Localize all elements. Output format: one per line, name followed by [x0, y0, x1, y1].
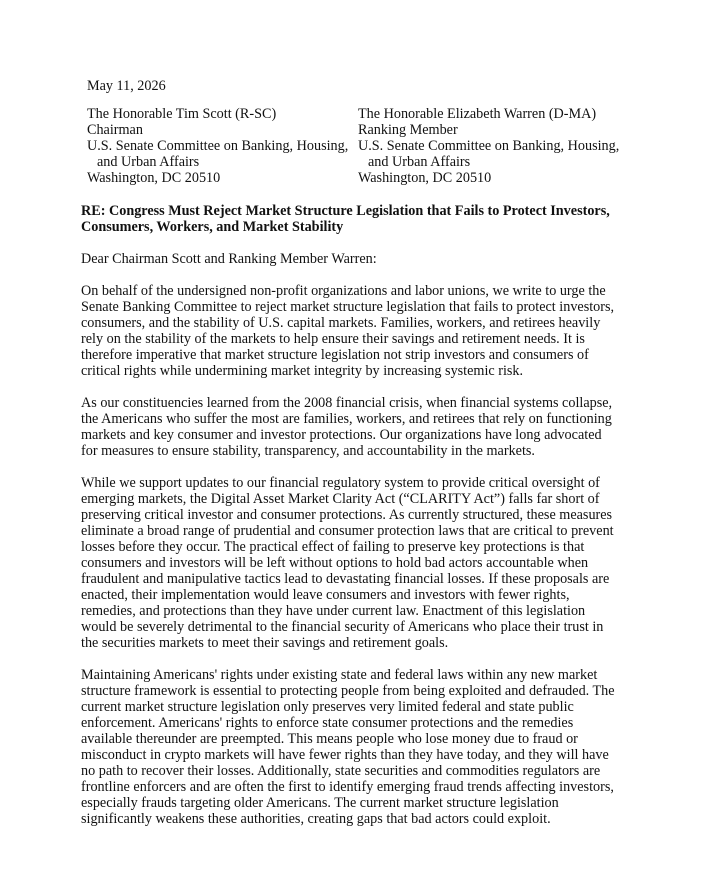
recipient-left-committee-cont: and Urban Affairs: [97, 154, 200, 170]
body-paragraph-1: On behalf of the undersigned non-profit organizations and labor unions, we write to urge the Senate Banking Committee to reject market structure legislation that fails to protect investors, consumers, and the stability of U.S. capital markets. Families, workers, and retirees heavily rely on the stability of the markets to help ensure their savings and retirement needs. It is therefore imperative that market structure legislation not strip investors and consumers of critical rights while undermining market integrity by increasing systemic risk.: [81, 283, 615, 379]
salutation: Dear Chairman Scott and Ranking Member Warren:: [81, 251, 377, 267]
recipient-right-city: Washington, DC 20510: [358, 170, 492, 186]
recipient-right-address: [358, 106, 619, 186]
recipient-right-committee-cont: and Urban Affairs: [368, 154, 471, 170]
recipient-right-committee: U.S. Senate Committee on Banking, Housing,: [358, 138, 620, 154]
recipient-left-address: [87, 106, 348, 186]
recipient-left-title: Chairman: [87, 122, 143, 138]
subject-line: RE: Congress Must Reject Market Structure Legislation that Fails to Protect Investors, Consumers, Workers, and Market Stability: [81, 203, 610, 235]
recipient-right-name: The Honorable Elizabeth Warren (D-MA): [358, 106, 597, 122]
recipient-left-committee: U.S. Senate Committee on Banking, Housing,: [87, 138, 349, 154]
recipient-left-name: The Honorable Tim Scott (R-SC): [87, 106, 277, 122]
body-paragraph-2: As our constituencies learned from the 2008 financial crisis, when financial systems collapse, the Americans who suffer the most are families, workers, and retirees that rely on functioning markets and key consumer and investor protections. Our organizations have long advocated for measures to ensure stability, transparency, and accountability in the markets.: [81, 395, 613, 459]
body-paragraph-4: Maintaining Americans' rights under existing state and federal laws within any new market structure framework is essential to protecting people from being exploited and defrauded. The current market structure legislation only preserves very limited federal and state public enforcement. Americans' rights to enforce state consumer protections and the remedies available thereunder are preempted. This means people who lose money due to fraud or misconduct in crypto markets will have fewer rights than they have today, and they will have no path to recover their losses. Additionally, state securities and commodities regulators are frontline enforcers and are often the first to identify emerging fraud trends affecting investors, especially frauds targeting older Americans. The current market structure legislation significantly weakens these authorities, creating gaps that bad actors could exploit.: [81, 667, 615, 827]
recipient-right-title: Ranking Member: [358, 122, 458, 138]
letter-date: May 11, 2026: [87, 78, 166, 94]
body-paragraph-3: While we support updates to our financial regulatory system to provide critical oversight of emerging markets, the Digital Asset Market Clarity Act (“CLARITY Act”) falls far short of preserving critical investor and consumer protections. As currently structured, these measures eliminate a broad range of prudential and consumer protection laws that are critical to prevent losses before they occur. The practical effect of failing to preserve key protections is that consumers and investors will be left without options to hold bad actors accountable when fraudulent and manipulative tactics lead to devastating financial losses. If these proposals are enacted, their implementation would leave consumers and investors with fewer rights, remedies, and protections than they have under current law. Enactment of this legislation would be severely detrimental to the financial security of Americans who place their trust in the securities markets to meet their savings and retirement goals.: [81, 475, 614, 651]
recipient-left-city: Washington, DC 20510: [87, 170, 221, 186]
